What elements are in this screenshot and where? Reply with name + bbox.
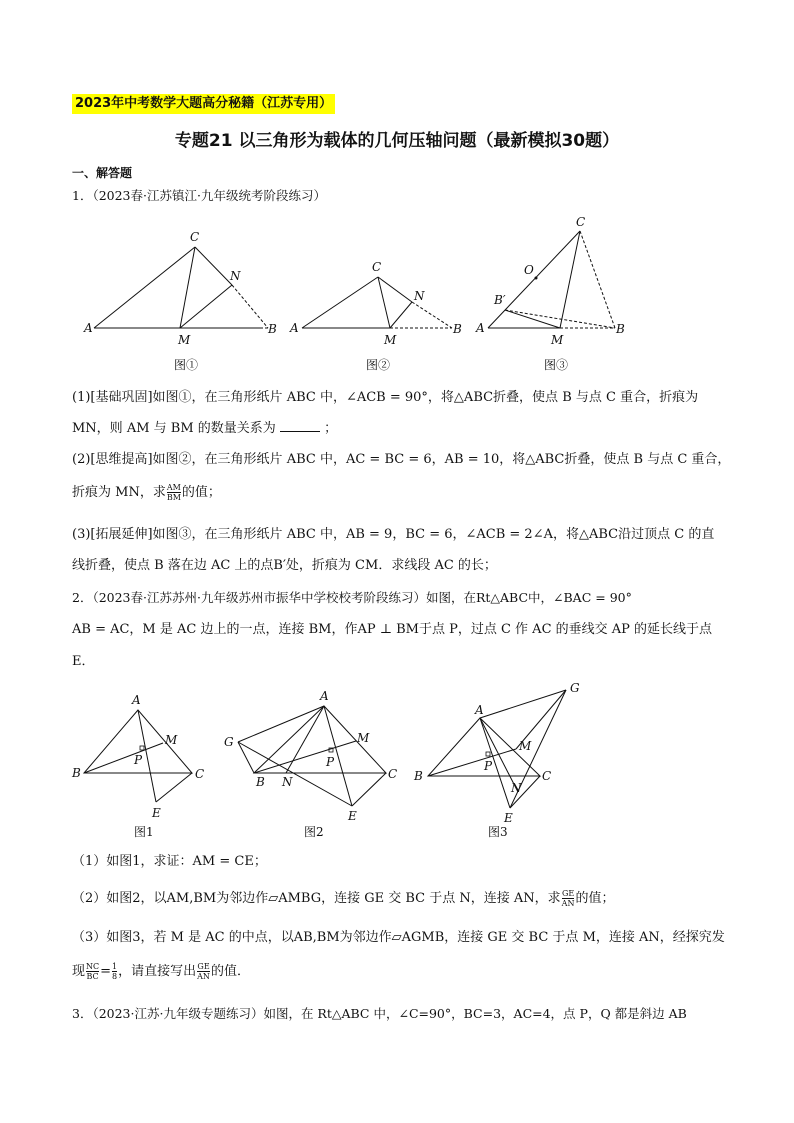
q2-figure-1 (71, 693, 204, 839)
q1-figure-3 (475, 215, 625, 372)
svg-text:M: M (519, 739, 532, 753)
q2-intro-line2: AB = AC，M 是 AC 边上的一点，连接 BM，作AP ⊥ BM于点 P，过点 C 作 AC 的垂线交 AP 的延长线于点 (72, 622, 713, 637)
svg-text:N: N (511, 781, 522, 795)
svg-text:P: P (484, 759, 493, 773)
q1-part1-text: MN，则 AM 与 BM 的数量关系为 (72, 421, 276, 436)
svg-text:A: A (320, 689, 329, 703)
answer-blank (280, 419, 320, 432)
q2-intro-line1: 2．（2023春·江苏苏州·九年级苏州市振华中学校校考阶段练习）如图，在Rt△ABC中，∠BAC = 90° (72, 590, 632, 605)
svg-text:B: B (616, 322, 625, 336)
svg-text:B: B (453, 322, 462, 336)
q1-figure-2 (289, 260, 462, 372)
q2-part3-line2: 现 $\frac{NC}{BC}$ = $\frac{1}{8}$ ，请直接写出 $\frac{GE}{AN}$ 的值． (72, 962, 250, 981)
svg-text:P: P (326, 755, 335, 769)
svg-text:P: P (134, 753, 143, 767)
q1-part1-end: ； (324, 421, 338, 436)
q2-figure-3 (413, 681, 580, 839)
q1-part2-line1: (2)[思维提高]如图②，在三角形纸片 ABC 中，AC = BC = 6，AB = 10，将△ABC折叠，使点 B 与点 C 重合， (72, 452, 731, 467)
q2-caption-1: 图1 (134, 825, 154, 839)
q1-caption-1: 图① (174, 358, 199, 372)
svg-text:O: O (524, 263, 534, 277)
q2-part3-text: 现 (72, 964, 86, 979)
q2-figure-2 (224, 689, 397, 839)
q1-part1-line2 (72, 419, 337, 439)
svg-text:M: M (551, 333, 564, 347)
q2-part2 (72, 889, 614, 909)
svg-text:B: B (72, 766, 81, 780)
svg-text:B: B (256, 775, 265, 789)
svg-text:B: B (268, 322, 277, 336)
svg-text:N: N (230, 269, 241, 283)
q2-intro-line3: E． (72, 654, 95, 669)
fraction-nc-bc: $\frac{NC}{BC}$ (86, 962, 100, 981)
svg-text:C: C (388, 767, 398, 781)
q1-part2-end: 的值； (181, 485, 221, 500)
section-heading: 一、解答题 (72, 166, 133, 180)
q1-part2-line2 (72, 483, 221, 503)
svg-text:E: E (504, 811, 513, 825)
svg-text:A: A (476, 321, 485, 335)
svg-text:B: B (414, 769, 423, 783)
q2-figures (64, 680, 624, 842)
fraction-ge-an: $\frac{GE}{AN}$ (561, 889, 575, 908)
svg-text:B′: B′ (494, 293, 506, 307)
q2-part2-end: 的值； (575, 891, 615, 906)
svg-text:E: E (348, 809, 357, 823)
fraction-am-bm: $\frac{AM}{BM}$ (166, 483, 181, 502)
q1-part1-line1: (1)[基础巩固]如图①，在三角形纸片 ABC 中，∠ACB = 90°，将△ABC折叠，使点 B 与点 C 重合，折痕为 (72, 390, 699, 405)
q1-figures (80, 214, 640, 384)
svg-text:N: N (414, 289, 425, 303)
q2-part1: （1）如图1，求证：AM = CE； (72, 854, 267, 869)
q1-caption-2: 图② (366, 358, 391, 372)
q2-caption-2: 图2 (304, 825, 324, 839)
svg-text:A: A (132, 693, 141, 707)
svg-text:C: C (576, 215, 586, 229)
doc-header: 2023年中考数学大题高分秘籍（江苏专用） (72, 94, 335, 114)
q1-part3-line2: 线折叠，使点 B 落在边 AC 上的点B′处，折痕为 CM．求线段 AC 的长； (72, 558, 497, 573)
svg-text:M: M (178, 333, 191, 347)
svg-text:M: M (384, 333, 397, 347)
doc-title: 专题21 以三角形为载体的几何压轴问题（最新模拟30题） (174, 131, 620, 151)
q1-part3-line1: (3)[拓展延伸]如图③，在三角形纸片 ABC 中，AB = 9，BC = 6，∠ACB = 2∠A，将△ABC沿过顶点 C 的直 (72, 527, 715, 542)
svg-text:E: E (152, 806, 161, 820)
q2-caption-3: 图3 (488, 825, 508, 839)
q3-line: 3．（2023·江苏·九年级专题练习）如图，在 Rt△ABC 中，∠C=90°，BC=3，AC=4，点 P，Q 都是斜边 AB (72, 1006, 687, 1021)
svg-text:A: A (290, 321, 299, 335)
svg-text:N: N (282, 775, 293, 789)
svg-text:A: A (84, 321, 93, 335)
q1-figure-1 (83, 230, 277, 372)
svg-text:C: C (372, 260, 382, 274)
svg-text:A: A (475, 703, 484, 717)
fraction-one-eighth: $\frac{1}{8}$ (112, 962, 118, 981)
q2-part3-line1: （3）如图3，若 M 是 AC 的中点，以AB,BM为邻边作▱AGMB，连接 GE 交 BC 于点 M，连接 AN，经探究发 (72, 930, 725, 945)
svg-text:C: C (195, 767, 205, 781)
svg-text:C: C (542, 769, 552, 783)
fraction-ge-an-2: $\frac{GE}{AN}$ (197, 962, 210, 981)
svg-text:G: G (570, 681, 580, 695)
q1-caption-3: 图③ (544, 358, 569, 372)
q1-part2-text: 折痕为 MN，求 (72, 485, 166, 500)
svg-text:M: M (357, 731, 370, 745)
svg-text:G: G (224, 735, 234, 749)
svg-text:M: M (165, 733, 178, 747)
q1-intro: 1．（2023春·江苏镇江·九年级统考阶段练习） (72, 188, 326, 203)
svg-text:C: C (190, 230, 200, 244)
q2-part2-text: （2）如图2，以AM,BM为邻边作▱AMBG，连接 GE 交 BC 于点 N，连接 AN，求 (72, 891, 561, 906)
